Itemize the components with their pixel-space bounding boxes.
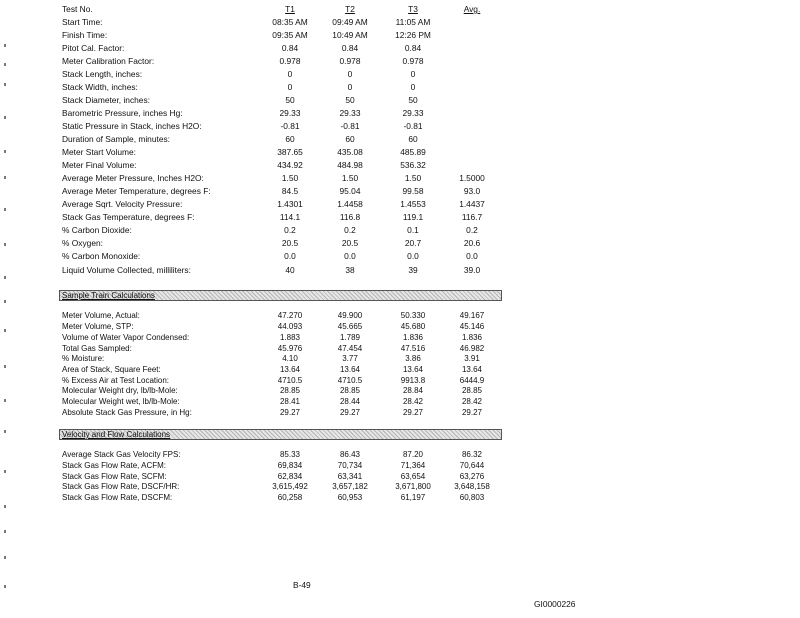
row-t3: 71,364 bbox=[400, 461, 426, 470]
row-t2: 09:49 AM bbox=[332, 17, 368, 27]
row-t1: 0.978 bbox=[279, 56, 301, 66]
row-avg: 28.85 bbox=[461, 386, 483, 395]
row-avg: 28.42 bbox=[461, 397, 483, 406]
table-row bbox=[0, 173, 800, 186]
row-label: % Excess Air at Test Location: bbox=[62, 376, 170, 385]
row-t2: 484.98 bbox=[337, 160, 363, 170]
row-label: Stack Width, inches: bbox=[62, 82, 138, 92]
row-t1: 3,615,492 bbox=[272, 482, 308, 491]
row-t2: 70,734 bbox=[337, 461, 363, 470]
table-row bbox=[0, 134, 800, 147]
row-t1: 0.0 bbox=[284, 251, 296, 261]
row-label: Average Stack Gas Velocity FPS: bbox=[62, 450, 181, 459]
row-avg: 6444.9 bbox=[459, 376, 485, 385]
row-label: Meter Start Volume: bbox=[62, 147, 137, 157]
row-t2: 47.454 bbox=[337, 344, 363, 353]
row-label: Total Gas Sampled: bbox=[62, 344, 132, 353]
row-t1: 60,258 bbox=[277, 493, 303, 502]
table-row bbox=[0, 17, 800, 30]
row-t1: 114.1 bbox=[279, 212, 301, 222]
table-row bbox=[0, 238, 800, 251]
row-t3: 87.20 bbox=[402, 450, 424, 459]
row-t3: 3.86 bbox=[405, 354, 421, 363]
row-avg: 46.982 bbox=[459, 344, 485, 353]
row-t3: 0 bbox=[410, 82, 416, 92]
row-label: Stack Gas Temperature, degrees F: bbox=[62, 212, 195, 222]
row-t1: 20.5 bbox=[281, 238, 299, 248]
row-t1: 0 bbox=[287, 69, 293, 79]
row-t1: 0.84 bbox=[281, 43, 299, 53]
row-t2: 1.4458 bbox=[337, 199, 363, 209]
row-t2: 0.2 bbox=[344, 225, 356, 235]
row-t3: 28.42 bbox=[402, 397, 424, 406]
row-t3: -0.81 bbox=[403, 121, 423, 131]
row-t2: 29.33 bbox=[339, 108, 361, 118]
section-title: Velocity and Flow Calculations bbox=[62, 430, 171, 439]
row-avg: 1.5000 bbox=[459, 173, 485, 183]
row-t1: 1.4301 bbox=[277, 199, 303, 209]
table-row bbox=[0, 43, 800, 56]
document-id: GI0000226 bbox=[534, 599, 576, 609]
row-t3: 20.7 bbox=[404, 238, 422, 248]
row-t2: 0 bbox=[347, 82, 353, 92]
row-t1: 0.2 bbox=[284, 225, 296, 235]
row-t2: 49.900 bbox=[337, 311, 363, 320]
row-avg: 29.27 bbox=[461, 408, 483, 417]
row-t3: 99.58 bbox=[402, 186, 424, 196]
header-label: Test No. bbox=[62, 4, 93, 14]
row-t3: 28.84 bbox=[402, 386, 424, 395]
row-avg: 86.32 bbox=[461, 450, 483, 459]
row-t2: 20.5 bbox=[341, 238, 359, 248]
row-t1: 29.27 bbox=[279, 408, 301, 417]
row-t3: 29.27 bbox=[402, 408, 424, 417]
row-avg: 45.146 bbox=[459, 322, 485, 331]
row-t2: 13.64 bbox=[339, 365, 361, 374]
row-t2: 3.77 bbox=[342, 354, 358, 363]
row-t3: 45.680 bbox=[400, 322, 426, 331]
row-avg: 0.2 bbox=[466, 225, 478, 235]
row-label: Finish Time: bbox=[62, 30, 108, 40]
row-avg: 116.7 bbox=[461, 212, 483, 222]
row-t3: 60 bbox=[408, 134, 418, 144]
section-banner-sample-train bbox=[59, 290, 502, 301]
table-row bbox=[0, 56, 800, 69]
row-label: Stack Diameter, inches: bbox=[62, 95, 150, 105]
row-t1: 28.85 bbox=[279, 386, 301, 395]
row-label: Stack Gas Flow Rate, ACFM: bbox=[62, 461, 167, 470]
row-t3: 3,671,800 bbox=[395, 482, 431, 491]
row-t3: 11:05 AM bbox=[395, 17, 431, 27]
row-t3: 50.330 bbox=[400, 311, 426, 320]
row-t1: 45.976 bbox=[277, 344, 303, 353]
row-t3: 39 bbox=[408, 265, 418, 275]
table-row bbox=[0, 147, 800, 160]
table-row bbox=[0, 82, 800, 95]
row-avg: 63,276 bbox=[459, 472, 485, 481]
table-row bbox=[0, 160, 800, 173]
row-t2: 435.08 bbox=[337, 147, 363, 157]
row-avg: 3,648,158 bbox=[454, 482, 490, 491]
row-label: % Carbon Dioxide: bbox=[62, 225, 132, 235]
section-banner-velocity-flow bbox=[59, 429, 502, 440]
row-label: Area of Stack, Square Feet: bbox=[62, 365, 161, 374]
row-label: Absolute Stack Gas Pressure, in Hg: bbox=[62, 408, 192, 417]
table-row bbox=[0, 186, 800, 199]
row-avg: 1.4437 bbox=[459, 199, 485, 209]
row-label: Meter Calibration Factor: bbox=[62, 56, 155, 66]
row-t1: 13.64 bbox=[279, 365, 301, 374]
row-t3: 0.0 bbox=[407, 251, 419, 261]
row-t2: 0.84 bbox=[341, 43, 359, 53]
row-t2: 0.0 bbox=[344, 251, 356, 261]
row-t2: -0.81 bbox=[340, 121, 360, 131]
table-row bbox=[0, 95, 800, 108]
header-t3: T3 bbox=[408, 4, 418, 14]
row-label: Stack Gas Flow Rate, SCFM: bbox=[62, 472, 167, 481]
row-t1: 60 bbox=[285, 134, 295, 144]
row-label: % Carbon Monoxide: bbox=[62, 251, 141, 261]
row-avg: 70,644 bbox=[459, 461, 485, 470]
row-t1: 40 bbox=[285, 265, 295, 275]
row-t3: 119.1 bbox=[402, 212, 424, 222]
row-avg: 0.0 bbox=[466, 251, 478, 261]
table-row bbox=[0, 408, 800, 421]
row-avg: 93.0 bbox=[463, 186, 481, 196]
row-t1: 50 bbox=[285, 95, 295, 105]
row-label: % Oxygen: bbox=[62, 238, 103, 248]
row-t3: 29.33 bbox=[402, 108, 424, 118]
row-t3: 9913.8 bbox=[400, 376, 426, 385]
row-t2: 3,657,182 bbox=[332, 482, 368, 491]
table-row bbox=[0, 199, 800, 212]
row-t1: 4710.5 bbox=[277, 376, 303, 385]
row-avg: 1.836 bbox=[461, 333, 483, 342]
row-avg: 20.6 bbox=[463, 238, 481, 248]
row-label: Stack Length, inches: bbox=[62, 69, 143, 79]
row-avg: 60,803 bbox=[459, 493, 485, 502]
row-t3: 47.516 bbox=[400, 344, 426, 353]
row-t2: 45.665 bbox=[337, 322, 363, 331]
row-t2: 60,953 bbox=[337, 493, 363, 502]
row-t3: 12:26 PM bbox=[395, 30, 431, 40]
row-t2: 0.978 bbox=[339, 56, 361, 66]
row-label: Average Meter Temperature, degrees F: bbox=[62, 186, 211, 196]
row-t2: 95.04 bbox=[339, 186, 361, 196]
section-title: Sample Train Calculations bbox=[62, 291, 155, 300]
row-label: Pitot Cal. Factor: bbox=[62, 43, 125, 53]
row-avg: 39.0 bbox=[463, 265, 481, 275]
row-label: Volume of Water Vapor Condensed: bbox=[62, 333, 190, 342]
row-t1: 08:35 AM bbox=[272, 17, 308, 27]
row-t1: 62,834 bbox=[277, 472, 303, 481]
row-t1: 28.41 bbox=[279, 397, 301, 406]
row-t3: 0 bbox=[410, 69, 416, 79]
row-t3: 63,654 bbox=[400, 472, 426, 481]
row-t1: 09:35 AM bbox=[272, 30, 308, 40]
row-t2: 4710.5 bbox=[337, 376, 363, 385]
row-t3: 1.836 bbox=[402, 333, 424, 342]
table-row bbox=[0, 108, 800, 121]
row-t2: 28.44 bbox=[339, 397, 361, 406]
row-t2: 28.85 bbox=[339, 386, 361, 395]
row-label: Average Sqrt. Velocity Pressure: bbox=[62, 199, 183, 209]
header-avg: Avg. bbox=[463, 4, 481, 14]
row-t2: 50 bbox=[345, 95, 355, 105]
row-label: Barometric Pressure, inches Hg: bbox=[62, 108, 183, 118]
row-label: Meter Final Volume: bbox=[62, 160, 137, 170]
row-t1: 1.883 bbox=[279, 333, 301, 342]
row-t1: 434.92 bbox=[277, 160, 303, 170]
row-t3: 0.1 bbox=[407, 225, 419, 235]
row-t2: 86.43 bbox=[339, 450, 361, 459]
table-row bbox=[0, 30, 800, 43]
row-t2: 29.27 bbox=[339, 408, 361, 417]
row-label: % Moisture: bbox=[62, 354, 105, 363]
table-row bbox=[0, 121, 800, 134]
table-row bbox=[0, 251, 800, 264]
row-t1: 84.5 bbox=[281, 186, 299, 196]
row-t2: 1.789 bbox=[339, 333, 361, 342]
row-t2: 1.50 bbox=[341, 173, 359, 183]
row-avg: 3.91 bbox=[464, 354, 480, 363]
table-row bbox=[0, 212, 800, 225]
row-t1: -0.81 bbox=[280, 121, 300, 131]
page-number: B-49 bbox=[293, 580, 311, 590]
header-row bbox=[0, 4, 800, 17]
row-label: Duration of Sample, minutes: bbox=[62, 134, 170, 144]
row-label: Meter Volume, STP: bbox=[62, 322, 134, 331]
row-label: Stack Gas Flow Rate, DSCFM: bbox=[62, 493, 173, 502]
row-label: Average Meter Pressure, Inches H2O: bbox=[62, 173, 204, 183]
row-t2: 116.8 bbox=[339, 212, 361, 222]
row-t2: 0 bbox=[347, 69, 353, 79]
row-t1: 4.10 bbox=[282, 354, 298, 363]
row-t3: 0.978 bbox=[402, 56, 424, 66]
row-avg: 13.64 bbox=[461, 365, 483, 374]
row-label: Start Time: bbox=[62, 17, 103, 27]
row-t3: 50 bbox=[408, 95, 418, 105]
row-t1: 47.270 bbox=[277, 311, 303, 320]
row-t3: 536.32 bbox=[400, 160, 426, 170]
table-row bbox=[0, 225, 800, 238]
row-t3: 485.89 bbox=[400, 147, 426, 157]
row-t1: 44.093 bbox=[277, 322, 303, 331]
table-row bbox=[0, 265, 800, 278]
row-t3: 61,197 bbox=[400, 493, 426, 502]
row-t1: 387.65 bbox=[277, 147, 303, 157]
table-row bbox=[0, 69, 800, 82]
row-t1: 85.33 bbox=[279, 450, 301, 459]
row-t1: 29.33 bbox=[279, 108, 301, 118]
row-t3: 1.4553 bbox=[400, 199, 426, 209]
row-t2: 60 bbox=[345, 134, 355, 144]
header-t2: T2 bbox=[345, 4, 355, 14]
row-t2: 10:49 AM bbox=[332, 30, 368, 40]
row-t2: 63,341 bbox=[337, 472, 363, 481]
row-label: Liquid Volume Collected, milliliters: bbox=[62, 265, 191, 275]
row-t3: 0.84 bbox=[404, 43, 422, 53]
row-label: Meter Volume, Actual: bbox=[62, 311, 140, 320]
row-t3: 1.50 bbox=[404, 173, 422, 183]
row-label: Static Pressure in Stack, inches H2O: bbox=[62, 121, 202, 131]
header-t1: T1 bbox=[285, 4, 295, 14]
row-label: Molecular Weight wet, lb/lb-Mole: bbox=[62, 397, 180, 406]
row-t1: 1.50 bbox=[281, 173, 299, 183]
row-label: Molecular Weight dry, lb/lb-Mole: bbox=[62, 386, 178, 395]
row-label: Stack Gas Flow Rate, DSCF/HR: bbox=[62, 482, 180, 491]
row-t3: 13.64 bbox=[402, 365, 424, 374]
row-avg: 49.167 bbox=[459, 311, 485, 320]
row-t2: 38 bbox=[345, 265, 355, 275]
row-t1: 0 bbox=[287, 82, 293, 92]
table-row bbox=[0, 493, 800, 506]
row-t1: 69,834 bbox=[277, 461, 303, 470]
